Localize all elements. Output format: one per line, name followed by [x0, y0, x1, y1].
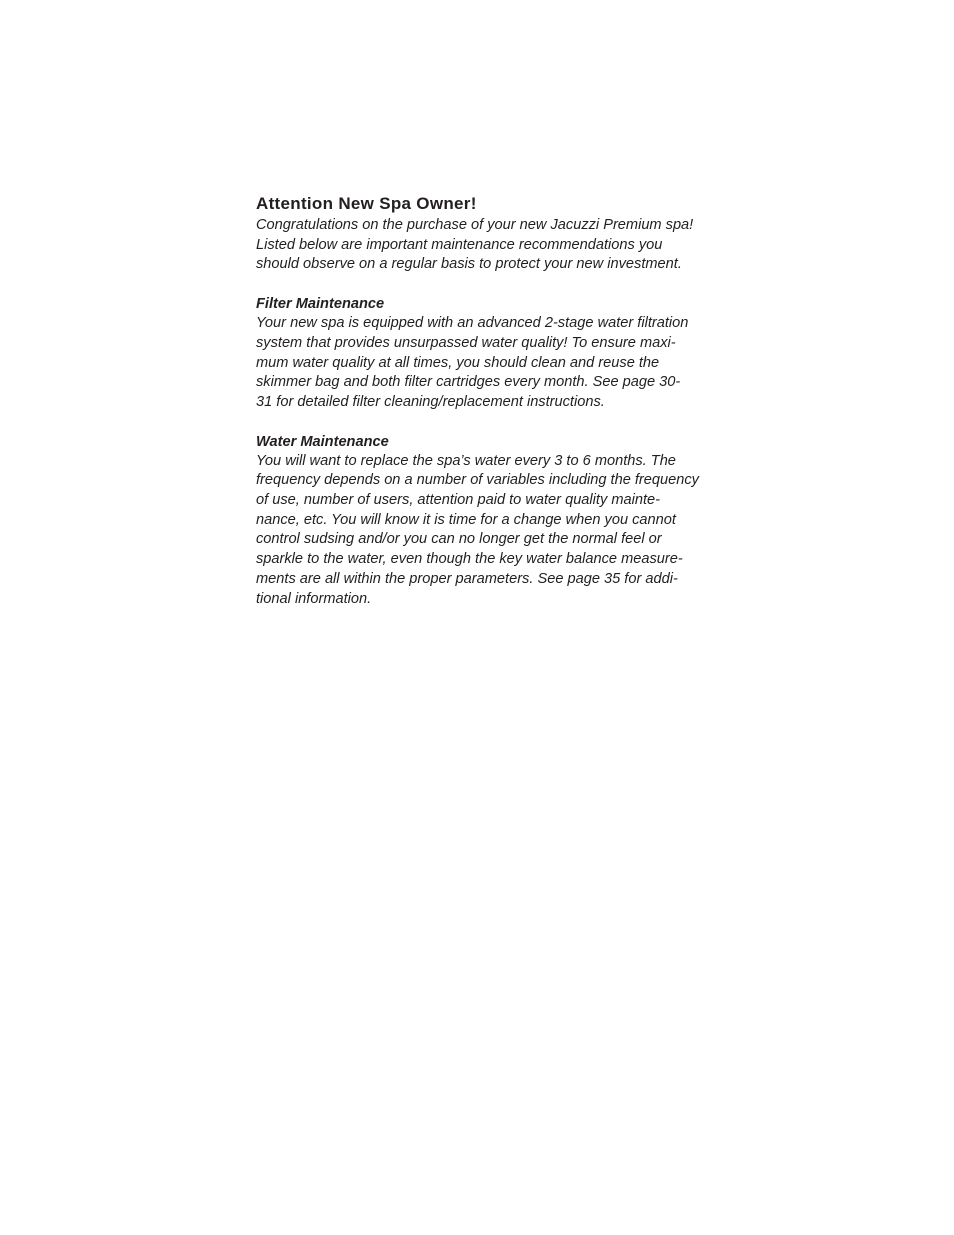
paragraph-line: You will want to replace the spa’s water every 3 to 6 months. The [256, 452, 676, 469]
intro-line: Listed below are important maintenance recommendations you [256, 236, 663, 253]
water-maintenance-section [256, 432, 736, 610]
paragraph-line: nance, etc. You will know it is time for a change when you cannot [256, 511, 676, 528]
paragraph-line: tional information. [256, 590, 372, 607]
intro-line: Congratulations on the purchase of your new Jacuzzi Premium spa! [256, 217, 694, 233]
paragraph-line: Your new spa is equipped with an advanced 2-stage water filtration [256, 315, 689, 332]
paragraph-line: frequency depends on a number of variables including the frequency [256, 472, 699, 489]
paragraph-line: sparkle to the water, even though the key water balance measure- [256, 551, 683, 568]
intro-line: should observe on a regular basis to protect your new investment. [256, 256, 682, 273]
paragraph-line: mum water quality at all times, you should clean and reuse the [256, 354, 660, 371]
document-content [256, 192, 736, 609]
paragraph-line: 31 for detailed filter cleaning/replacement instructions. [256, 393, 605, 410]
water-maintenance-heading: Water Maintenance [256, 433, 389, 450]
water-maintenance-paragraph [256, 452, 736, 610]
page-title: Attention New Spa Owner! [256, 194, 477, 213]
filter-maintenance-section [256, 294, 736, 413]
paragraph-line: control sudsing and/or you can no longer get the normal feel or [256, 531, 662, 548]
filter-maintenance-heading: Filter Maintenance [256, 296, 385, 313]
filter-maintenance-paragraph [256, 314, 736, 413]
paragraph-line: ments are all within the proper parameters. See page 35 for addi- [256, 570, 678, 587]
paragraph-line: skimmer bag and both filter cartridges every month. See page 30- [256, 374, 681, 391]
intro-paragraph [256, 216, 736, 275]
paragraph-line: system that provides unsurpassed water quality! To ensure maxi- [256, 334, 676, 351]
paragraph-line: of use, number of users, attention paid to water quality mainte- [256, 492, 660, 509]
